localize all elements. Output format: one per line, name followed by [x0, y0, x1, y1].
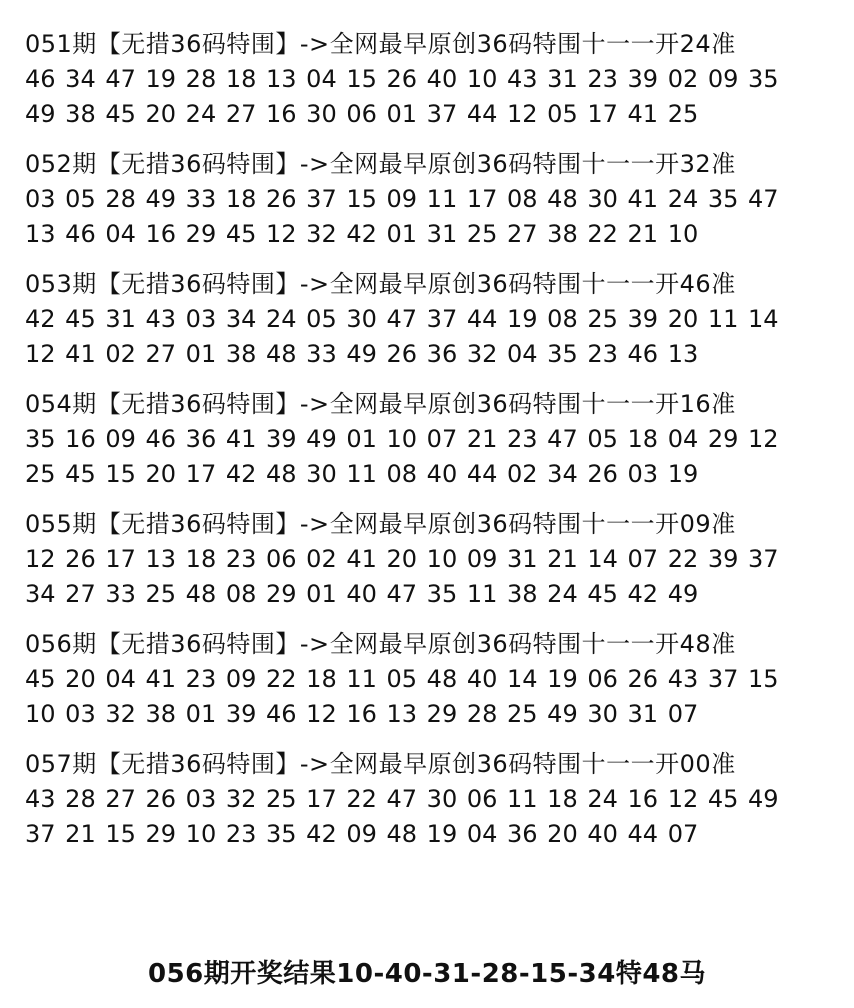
number-row: 34 27 33 25 48 08 29 01 40 47 35 11 38 24 45 42 49	[25, 580, 699, 608]
number-row: 45 20 04 41 23 09 22 18 11 05 48 40 14 19 06 26 43 37 15	[25, 665, 779, 693]
number-row: 37 21 15 29 10 23 35 42 09 48 19 04 36 20 40 44 07	[25, 820, 699, 848]
number-row: 43 28 27 26 03 32 25 17 22 47 30 06 11 18 24 16 12 45 49	[25, 785, 779, 813]
number-row: 10 03 32 38 01 39 46 12 16 13 29 28 25 49 30 31 07	[25, 700, 699, 728]
period-block-057	[25, 747, 845, 852]
number-row: 13 46 04 16 29 45 12 32 42 01 31 25 27 38 22 21 10	[25, 220, 699, 248]
number-row: 42 45 31 43 03 34 24 05 30 47 37 44 19 08 25 39 20 11 14	[25, 305, 779, 333]
number-row: 03 05 28 49 33 18 26 37 15 09 11 17 08 48 30 41 24 35 47	[25, 185, 779, 213]
period-block-053	[25, 267, 845, 372]
draw-result: 056期开奖结果10-40-31-28-15-34特48马	[148, 959, 706, 989]
period-block-052	[25, 147, 845, 252]
number-row: 49 38 45 20 24 27 16 30 06 01 37 44 12 05 17 41 25	[25, 100, 699, 128]
period-title: 057期【无措36码特围】->全网最早原创36码特围十一一开00准	[25, 750, 736, 778]
period-title: 052期【无措36码特围】->全网最早原创36码特围十一一开32准	[25, 150, 736, 178]
number-row: 46 34 47 19 28 18 13 04 15 26 40 10 43 31 23 39 02 09 35	[25, 65, 779, 93]
period-title: 051期【无措36码特围】->全网最早原创36码特围十一一开24准	[25, 30, 736, 58]
period-title: 053期【无措36码特围】->全网最早原创36码特围十一一开46准	[25, 270, 736, 298]
period-title: 055期【无措36码特围】->全网最早原创36码特围十一一开09准	[25, 510, 736, 538]
period-block-054	[25, 387, 845, 492]
period-title: 056期【无措36码特围】->全网最早原创36码特围十一一开48准	[25, 630, 736, 658]
number-row: 25 45 15 20 17 42 48 30 11 08 40 44 02 34 26 03 19	[25, 460, 699, 488]
prediction-list	[25, 27, 845, 867]
period-block-056	[25, 627, 845, 732]
period-block-051	[25, 27, 845, 132]
number-row: 12 41 02 27 01 38 48 33 49 26 36 32 04 35 23 46 13	[25, 340, 699, 368]
period-block-055	[25, 507, 845, 612]
number-row: 35 16 09 46 36 41 39 49 01 10 07 21 23 47 05 18 04 29 12	[25, 425, 779, 453]
period-title: 054期【无措36码特围】->全网最早原创36码特围十一一开16准	[25, 390, 736, 418]
number-row: 12 26 17 13 18 23 06 02 41 20 10 09 31 21 14 07 22 39 37	[25, 545, 779, 573]
